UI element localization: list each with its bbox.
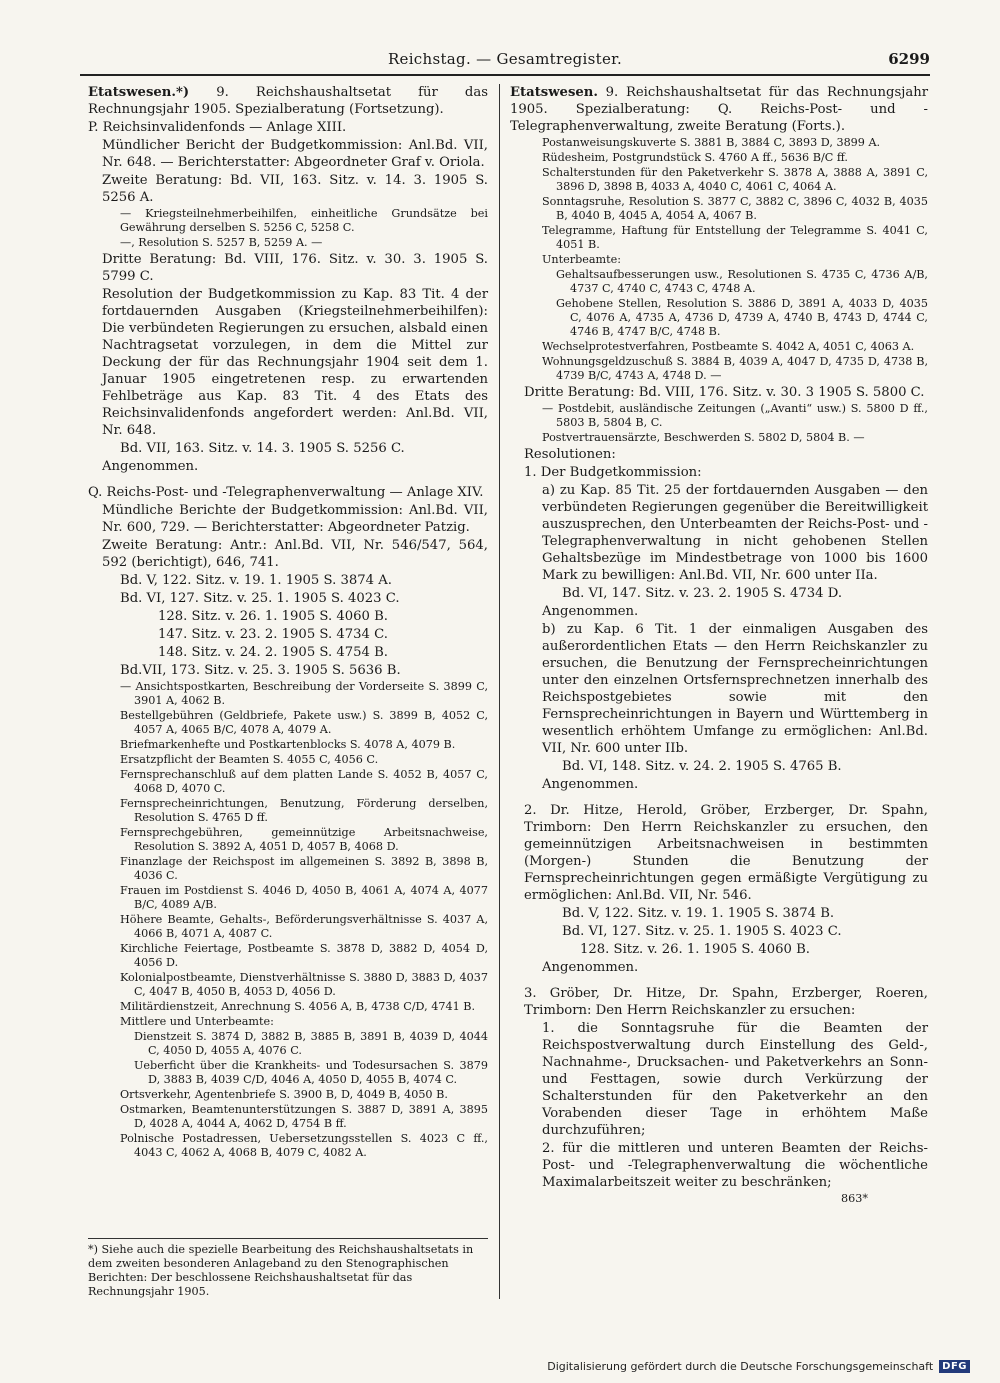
entry-line: —, Resolution S. 5257 B, 5259 A. —	[120, 236, 323, 249]
entry-line: Dritte Beratung: Bd. VIII, 176. Sitz. v. 30. 3 1905 S. 5800 C.	[524, 385, 925, 400]
entry-line: Dienstzeit S. 3874 D, 3882 B, 3885 B, 3891 B, 4039 D, 4044 C, 4050 D, 4055 A, 4076 C.	[134, 1030, 488, 1057]
entry-line: Gehobene Stellen, Resolution S. 3886 D, 3891 A, 4033 D, 4035 C, 4076 A, 4735 A, 4736 D, 4739 A, 4740 B, 4743 D, 4744 C, 4746 B, 4747 B/C, 4748 B.	[556, 297, 928, 338]
entry-line: Angenommen.	[102, 459, 199, 474]
entry-line: 128. Sitz. v. 26. 1. 1905 S. 4060 B.	[158, 609, 388, 624]
column-divider	[499, 84, 500, 1299]
entry-line: 128. Sitz. v. 26. 1. 1905 S. 4060 B.	[580, 942, 810, 957]
entry-line: Ersatzpflicht der Beamten S. 4055 C, 4056 C.	[120, 753, 379, 766]
entry-line: Frauen im Postdienst S. 4046 D, 4050 B, 4061 A, 4074 A, 4077 B/C, 4089 A/B.	[120, 884, 488, 911]
entry-line: Schalterstunden für den Paketverkehr S. 3878 A, 3888 A, 3891 C, 3896 D, 3898 B, 4033 A, 4040 C, 4061 C, 4064 A.	[542, 166, 928, 193]
entry-line: Resolution der Budgetkommission zu Kap. 83 Tit. 4 der fortdauernden Ausgaben (Kriegsteilnehmerbeihilfen): Die verbündeten Regierungen zu ersuchen, alsbald einen Nachtragsetat vorzulegen, in dem die Mittel zur Deckung der für das Rechnungsjahr 1904 seit dem 1. Januar 1905 eingetretenen resp. zu erwartenden Fehlbeträge aus Kap. 83 Tit. 4 des Etats des Reichsinvalidenfonds angefordert werden: Anl.Bd. VII, Nr. 648.	[102, 287, 488, 438]
entry-line: Rüdesheim, Postgrundstück S. 4760 A ff., 5636 B/C ff.	[542, 151, 848, 164]
left-section-heading: Etatswesen.*) 9. Reichshaushaltsetat für das Rechnungsjahr 1905. Spezialberatung (Fortsetzung).	[88, 85, 488, 117]
entry-line: Wohnungsgeldzuschuß S. 3884 B, 4039 A, 4047 D, 4735 D, 4738 B, 4739 B/C, 4743 A, 4748 D. —	[542, 355, 928, 382]
entry-line: Zweite Beratung: Bd. VII, 163. Sitz. v. 14. 3. 1905 S. 5256 A.	[102, 173, 488, 205]
entry-line: Zweite Beratung: Antr.: Anl.Bd. VII, Nr. 546/547, 564, 592 (berichtigt), 646, 741.	[102, 538, 488, 570]
entry-line: Kirchliche Feiertage, Postbeamte S. 3878 D, 3882 D, 4054 D, 4056 D.	[120, 942, 488, 969]
entry-line: Kolonialpostbeamte, Dienstverhältnisse S. 3880 D, 3883 D, 4037 C, 4047 B, 4050 B, 4053 D, 4056 D.	[120, 971, 488, 998]
entry-line: — Postdebit, ausländische Zeitungen („Avanti“ usw.) S. 5800 D ff., 5803 B, 5804 B, C.	[542, 402, 928, 429]
left-column	[88, 84, 488, 1161]
signature-mark: 863*	[841, 1192, 868, 1205]
entry-line: Fernsprechgebühren, gemeinnützige Arbeitsnachweise, Resolution S. 3892 A, 4051 D, 4057 B, 4068 D.	[120, 826, 488, 853]
entry-line: Unterbeamte:	[542, 253, 622, 266]
entry-line: 1. die Sonntagsruhe für die Beamten der Reichspostverwaltung durch Einstellung des Geld-, Nachnahme-, Drucksachen- und Paketverkehrs an Sonn- und Festtagen, sowie durch Verkürzung der Schalterstunden für den Paketverkehr an den Vorabenden dieser Tage in erhöhtem Maße durchzuführen;	[542, 1021, 928, 1138]
entry-line: Bd. VI, 148. Sitz. v. 24. 2. 1905 S. 4765 B.	[562, 759, 842, 774]
entry-line: Angenommen.	[542, 960, 639, 975]
spacer	[510, 977, 928, 985]
entry-line: Wechselprotestverfahren, Postbeamte S. 4042 A, 4051 C, 4063 A.	[542, 340, 915, 353]
dfg-logo-icon: DFG	[939, 1360, 970, 1373]
page-header	[80, 48, 930, 76]
entry-line: Fernsprecheinrichtungen, Benutzung, Förderung derselben, Resolution S. 4765 D ff.	[120, 797, 488, 824]
entry-line: Mündliche Berichte der Budgetkommission: Anl.Bd. VII, Nr. 600, 729. — Berichterstatter: Abgeordneter Patzig.	[102, 503, 488, 535]
entry-line: Postanweisungskuverte S. 3881 B, 3884 C, 3893 D, 3899 A.	[542, 136, 881, 149]
entry-line: Mündlicher Bericht der Budgetkommission: Anl.Bd. VII, Nr. 648. — Berichterstatter: Abgeordneter Graf v. Oriola.	[102, 138, 488, 170]
spacer	[88, 476, 488, 484]
entry-line: Ortsverkehr, Agentenbriefe S. 3900 B, D, 4049 B, 4050 B.	[120, 1088, 448, 1101]
entry-line: Ostmarken, Beamtenunterstützungen S. 3887 D, 3891 A, 3895 D, 4028 A, 4044 A, 4062 D, 4754 B ff.	[120, 1103, 488, 1130]
entry-line: a) zu Kap. 85 Tit. 25 der fortdauernden Ausgaben — den verbündeten Regierungen gegenüber die Bereitwilligkeit auszusprechen, den Unterbeamten der Reichs-Post- und -Telegraphenverwaltung in nicht gehobenen Stellen Gehaltsbezüge im Mindestbetrage von 1000 bis 1600 Mark zu bewilligen: Anl.Bd. VII, Nr. 600 unter IIa.	[542, 483, 928, 583]
entry-line: b) zu Kap. 6 Tit. 1 der einmaligen Ausgaben des außerordentlichen Etats — den Herrn Reichskanzler zu ersuchen, die Benutzung der Fernsprecheinrichtungen unter den einzelnen Ortsfernsprechnetzen innerhalb des Reichspostgebietes sowie mit den Fernsprecheinrichtungen in Bayern und Württemberg in wesentlich erhöhtem Umfange zu ermöglichen: Anl.Bd. VII, Nr. 600 unter IIb.	[542, 622, 928, 756]
entry-line: Höhere Beamte, Gehalts-, Beförderungsverhältnisse S. 4037 A, 4066 B, 4071 A, 4087 C.	[120, 913, 488, 940]
entry-line: Bd. VI, 127. Sitz. v. 25. 1. 1905 S. 4023 C.	[562, 924, 842, 939]
entry-line: Ueberficht über die Krankheits- und Todesursachen S. 3879 D, 3883 B, 4039 C/D, 4046 A, 4050 D, 4055 B, 4074 C.	[134, 1059, 488, 1086]
entry-line: — Ansichtspostkarten, Beschreibung der Vorderseite S. 3899 C, 3901 A, 4062 B.	[120, 680, 488, 707]
entry-line: Gehaltsaufbesserungen usw., Resolutionen S. 4735 C, 4736 A/B, 4737 C, 4740 C, 4743 C, 4748 A.	[556, 268, 928, 295]
right-section-heading: Etatswesen. 9. Reichshaushaltsetat für das Rechnungsjahr 1905. Spezialberatung: Q. Reichs-Post- und -Telegraphenverwaltung, zweite Beratung (Forts.).	[510, 85, 928, 134]
page-number: 6299	[888, 50, 930, 68]
spacer	[510, 794, 928, 802]
entry-line: Mittlere und Unterbeamte:	[120, 1015, 274, 1028]
entry-line: Briefmarkenhefte und Postkartenblocks S. 4078 A, 4079 B.	[120, 738, 456, 751]
entry-line: Sonntagsruhe, Resolution S. 3877 C, 3882 C, 3896 C, 4032 B, 4035 B, 4040 B, 4045 A, 4054 A, 4067 B.	[542, 195, 928, 222]
entry-line: Bd.VII, 173. Sitz. v. 25. 3. 1905 S. 5636 B.	[120, 663, 401, 678]
entry-line: Bd. V, 122. Sitz. v. 19. 1. 1905 S. 3874 B.	[562, 906, 835, 921]
entry-line: Bd. V, 122. Sitz. v. 19. 1. 1905 S. 3874 A.	[120, 573, 392, 588]
entry-line: Telegramme, Haftung für Entstellung der Telegramme S. 4041 C, 4051 B.	[542, 224, 928, 251]
running-title: Reichstag. — Gesamtregister.	[387, 50, 623, 68]
entry-line: 1. Der Budgetkommission:	[524, 465, 702, 480]
entry-line: Resolutionen:	[524, 447, 616, 462]
entry-line: Bd. VI, 127. Sitz. v. 25. 1. 1905 S. 4023 C.	[120, 591, 400, 606]
entry-line: Finanzlage der Reichspost im allgemeinen S. 3892 B, 3898 B, 4036 C.	[120, 855, 488, 882]
entry-line: P. Reichsinvalidenfonds — Anlage XIII.	[88, 120, 347, 135]
entry-line: Bd. VI, 147. Sitz. v. 23. 2. 1905 S. 4734 D.	[562, 586, 843, 601]
entry-line: Angenommen.	[542, 777, 639, 792]
entry-line: Bd. VII, 163. Sitz. v. 14. 3. 1905 S. 5256 C.	[120, 441, 405, 456]
entry-line: Dritte Beratung: Bd. VIII, 176. Sitz. v. 30. 3. 1905 S. 5799 C.	[102, 252, 488, 284]
right-column	[510, 84, 928, 1207]
footnote: *) Siehe auch die spezielle Bearbeitung des Reichshaushaltsetats in dem zweiten besonderen Anlageband zu den Stenographischen Berichten: Der beschlossene Reichshaushaltsetat für das Rechnungsjahr 1905.	[88, 1238, 488, 1299]
entry-line: Angenommen.	[542, 604, 639, 619]
entry-line: — Kriegsteilnehmerbeihilfen, einheitliche Grundsätze bei Gewährung derselben S. 5256 C, 5258 C.	[120, 207, 488, 234]
entry-line: Bestellgebühren (Geldbriefe, Pakete usw.) S. 3899 B, 4052 C, 4057 A, 4065 B/C, 4078 A, 4079 A.	[120, 709, 488, 736]
entry-line: Postvertrauensärzte, Beschwerden S. 5802 D, 5804 B. —	[542, 431, 865, 444]
entry-line: 148. Sitz. v. 24. 2. 1905 S. 4754 B.	[158, 645, 388, 660]
entry-line: Militärdienstzeit, Anrechnung S. 4056 A, B, 4738 C/D, 4741 B.	[120, 1000, 476, 1013]
entry-line: Q. Reichs-Post- und -Telegraphenverwaltung — Anlage XIV.	[88, 485, 484, 500]
digitization-credit: Digitalisierung gefördert durch die Deutsche Forschungsgemeinschaft DFG	[547, 1360, 970, 1373]
entry-line: 2. Dr. Hitze, Herold, Gröber, Erzberger, Dr. Spahn, Trimborn: Den Herrn Reichskanzler zu ersuchen, den gemeinnützigen Arbeitsnachweisen in bestimmten (Morgen-) Stunden die Benutzung der Fernsprecheinrichtungen gegen ermäßigte Vergütigung zu ermöglichen: Anl.Bd. VII, Nr. 546.	[524, 803, 928, 903]
entry-line: 2. für die mittleren und unteren Beamten der Reichs-Post- und -Telegraphenverwaltung die wöchentliche Maximalarbeitszeit weiter zu beschränken;	[542, 1141, 928, 1190]
entry-line: Polnische Postadressen, Uebersetzungsstellen S. 4023 C ff., 4043 C, 4062 A, 4068 B, 4079 C, 4082 A.	[120, 1132, 488, 1159]
entry-line: 147. Sitz. v. 23. 2. 1905 S. 4734 C.	[158, 627, 388, 642]
entry-line: 3. Gröber, Dr. Hitze, Dr. Spahn, Erzberger, Roeren, Trimborn: Den Herrn Reichskanzler zu ersuchen:	[524, 986, 928, 1018]
entry-line: Fernsprechanschluß auf dem platten Lande S. 4052 B, 4057 C, 4068 D, 4070 C.	[120, 768, 488, 795]
